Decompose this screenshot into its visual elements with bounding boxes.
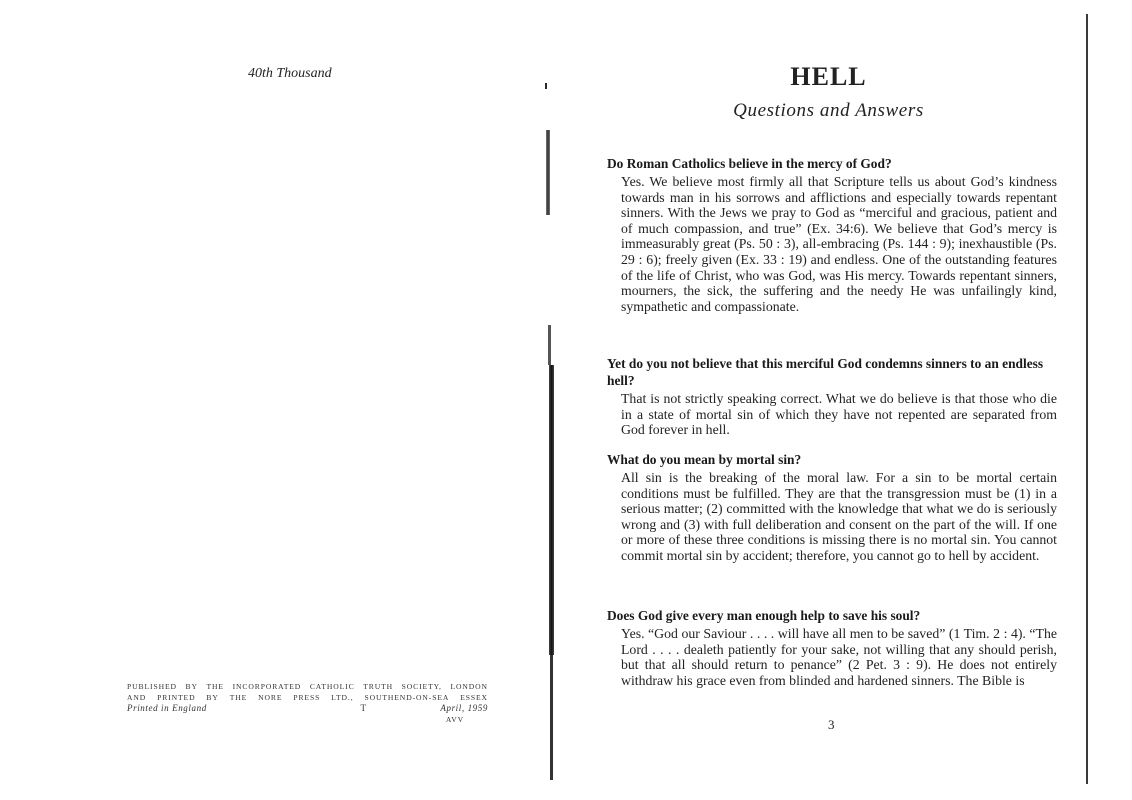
imprint-line-1: PUBLISHED BY THE INCORPORATED CATHOLIC TRUTH SOCIETY, LONDON [127,682,488,691]
answer-paragraph: Yes. “God our Saviour . . . . will have all men to be saved” (1 Tim. 2 : 4). “The Lord . . . . dealeth patiently for your sake, not willing that any should perish, but that all should return to penance” (2 Pet. 3 : 9). He does not entirely withdraw his grace even from blinded and hardened sinners. The Bible is [621,626,1057,688]
publisher-imprint [127,681,488,725]
gutter-shadow [550,655,553,780]
print-date: April, 1959 [440,703,488,713]
question-heading: Do Roman Catholics believe in the mercy of God? [607,156,892,171]
answer-paragraph: Yes. We believe most firmly all that Scripture tells us about God’s kindness towards man in his sorrows and afflictions and especially towards repentant sinners. With the Jews we pray to God as “merciful and gracious, patient and of much compassion, and true” (Ex. 34:6). We believe that God’s mercy is immeasurably great (Ps. 50 : 3), all-embracing (Ps. 144 : 9); inexhaustible (Ps. 29 : 6); freely given (Ex. 33 : 19) and endless. One of the outstanding features of the life of Christ, who was God, was His mercy. Towards repentant sinners, mourners, the sick, the suffering and the needy He was unfailingly kind, sympathetic and compassionate. [621,174,1057,314]
question-heading: Yet do you not believe that this merciful God condemns sinners to an endless hell? [607,356,1044,388]
imprint-line-2: AND PRINTED BY THE NORE PRESS LTD., SOUTHEND-ON-SEA ESSEX [127,693,488,702]
print-code: AVV [445,715,464,724]
page-number: 3 [828,717,835,732]
answer-paragraph: All sin is the breaking of the moral law. For a sin to be mortal certain conditions must be fulfilled. They are that the transgression must be (1) in a serious matter; (2) committed with the knowledge that what we do is seriously wrong and (3) with full deliberation and consent on the part of the will. If one or more of these three conditions is missing there is no mortal sin. You cannot commit mortal sin by accident; therefore, you cannot go to hell by accident. [621,470,1057,563]
question-heading: What do you mean by mortal sin? [607,452,802,467]
gutter-mark [546,130,550,215]
page-title: HELL [790,62,867,91]
answer-paragraph: That is not strictly speaking correct. What we do believe is that those who die in a state of mortal sin of which they have not repented are separated from God forever in hell. [621,391,1057,438]
gutter-mark [548,325,551,365]
qa-section [607,155,1057,314]
qa-section [607,451,1057,564]
gutter-shadow [549,365,554,655]
printer-letter: T [360,703,367,713]
qa-section [607,355,1057,438]
page-edge-line [1086,14,1088,784]
imprint-line-3 [127,703,488,714]
gutter-mark [545,83,547,89]
printed-in-label: Printed in England [127,703,207,713]
edition-note: 40th Thousand [248,66,332,81]
qa-section [607,607,1057,688]
question-heading: Does God give every man enough help to save his soul? [607,608,921,623]
page-subtitle: Questions and Answers [733,100,924,121]
